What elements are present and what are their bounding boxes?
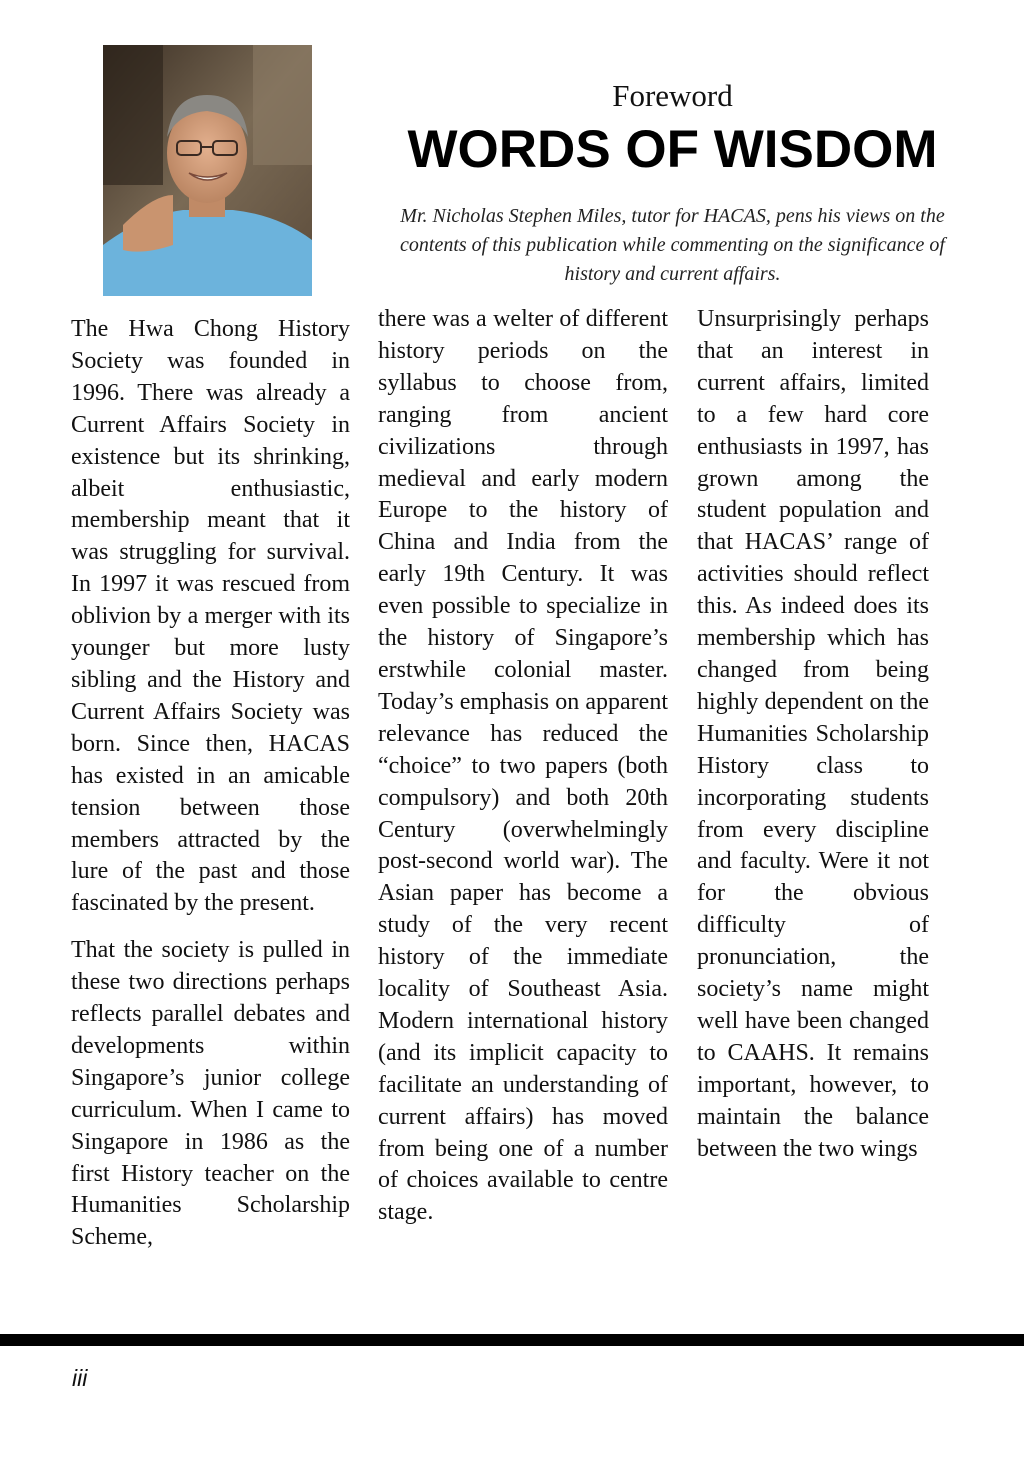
article-title: WORDS OF WISDOM xyxy=(407,120,938,179)
paragraph: That the society is pulled in these two directions perhaps reflects parallel debates and developments within Singapore’s junior college curriculum. When I came to Singapore in 1986 as the first History teacher on the Humanities Scholarship Scheme, xyxy=(71,937,350,1251)
author-photo xyxy=(103,45,312,296)
paragraph: The Hwa Chong History Society was founded in 1996. There was already a Current Affairs Society in existence but its shrinking, albeit enthusiastic, membership meant that it was struggling for survival. In 1997 it was rescued from oblivion by a merger with its younger but more lusty sibling and the History and Current Affairs Society was born. Since then, HACAS has existed in an amicable tension between those members attracted by the lure of the past and those fascinated by the present. xyxy=(71,316,350,917)
body-column-2 xyxy=(378,304,668,1229)
page-number: iii xyxy=(72,1365,88,1391)
article-header xyxy=(370,76,975,289)
article-standfirst: Mr. Nicholas Stephen Miles, tutor for HACAS, pens his views on the contents of this publication while commenting on the significance of history and current affairs. xyxy=(400,205,945,285)
body-column-1 xyxy=(71,314,350,1254)
section-kicker: Foreword xyxy=(612,78,733,113)
footer-rule xyxy=(0,1334,1024,1346)
portrait-photo-icon xyxy=(103,45,312,296)
paragraph: there was a welter of different history periods on the syllabus to choose from, ranging from ancient civilizations through medieval and early modern Europe to the history of China and India from the early 19th Century. It was even possible to specialize in the history of Singapore’s erstwhile colonial master. Today’s emphasis on apparent relevance has reduced the “choice” to two papers (both compulsory) and both 20th Century (overwhelmingly post-second world war). The Asian paper has become a study of the very recent history of the immediate locality of Southeast Asia. Modern international history (and its implicit capacity to facilitate an understanding of current affairs) has moved from being one of a number of choices available to centre stage. xyxy=(378,306,668,1226)
body-column-3 xyxy=(697,304,929,1165)
paragraph: Unsurprisingly perhaps that an interest in current affairs, limited to a few hard core enthusiasts in 1997, has grown among the student population and that HACAS’ range of activities should reflect this. As indeed does its membership which has changed from being highly dependent on the Humanities Scholarship History class to incorporating students from every discipline and faculty. Were it not for the obvious difficulty of pronunciation, the society’s name might well have been changed to CAAHS. It remains important, however, to maintain the balance between the two wings xyxy=(697,306,929,1162)
